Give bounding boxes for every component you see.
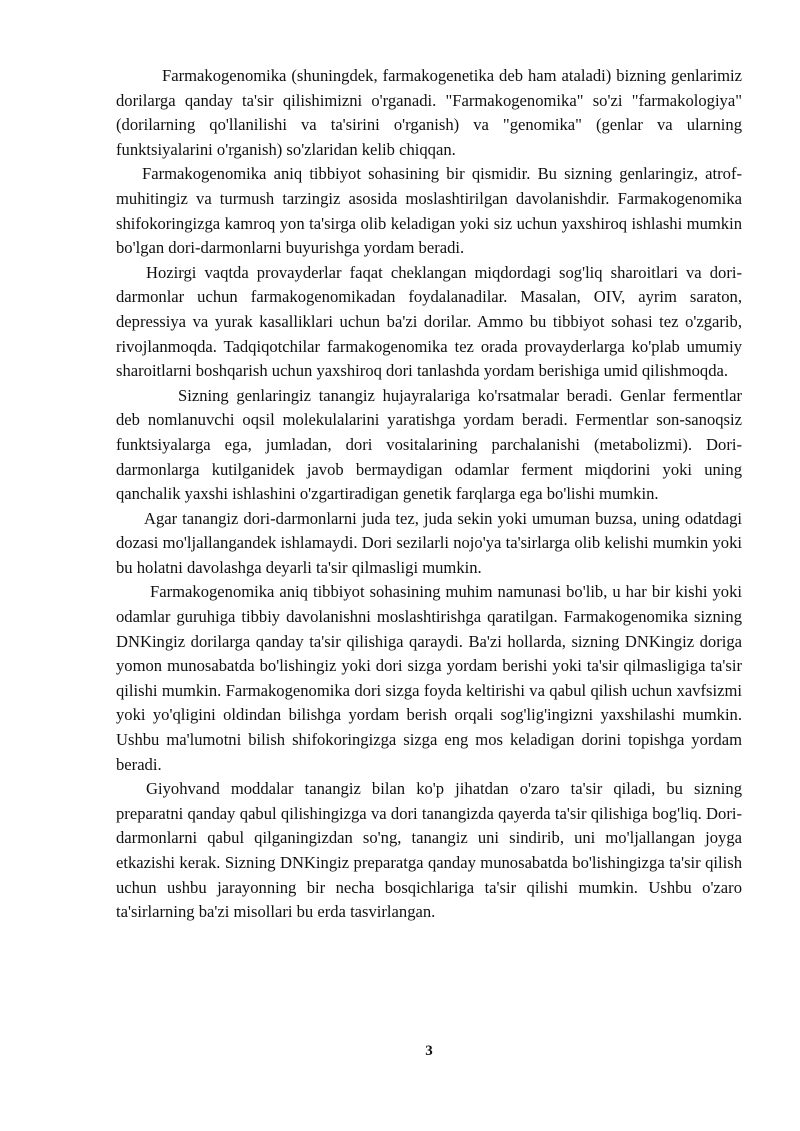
paragraph-current-use: Hozirgi vaqtda provayderlar faqat cheklangan miqdordagi sog'liq sharoitlari va dori-darmonlar uchun farmakogenomikadan foydalanadilar. Masalan, OIV, ayrim saraton, depressiya va yurak kasalliklari uchun ba'zi dorilar. Ammo bu tibbiyot sohasi tez o'zgarib, rivojlanmoqda. Tadqiqotchilar farmakogenomika tez orada provayderlarga ko'plab umumiy sharoitlarni boshqarish uchun yaxshiroq dori tanlashda yordam berishiga umid qilishmoqda. bbox=[116, 262, 742, 381]
paragraph-intro: Farmakogenomika (shuningdek, farmakogenetika deb ham ataladi) bizning genlarimiz dorilarga qanday ta'sir qilishimizni o'rganadi. "Farmakogenomika" so'zi "farmakologiya" (dorilarning qo'llanilishi va ta'sirini o'rganish) va "genomika" (genlar va ularning funktsiyalarini o'rganish) so'zlaridan kelib chiqqan. bbox=[116, 66, 742, 159]
paragraph-drug-interactions: Giyohvand moddalar tanangiz bilan ko'p jihatdan o'zaro ta'sir qiladi, bu sizning preparatni qanday qabul qilishingizga va dori tanangizda qayerda ta'sir qilishiga bog'liq. Dori-darmonlarni qabul qilganingizdan so'ng, tanangiz uni sindirib, uni mo'ljallangan joyga etkazishi kerak. Sizning DNKingiz preparatga qanday munosabatda bo'lishingizga ta'sir qilish uchun ushbu jarayonning bir necha bosqichlariga ta'sir qilishi mumkin. Ushbu o'zaro ta'sirlarning ba'zi misollari bu erda tasvirlangan. bbox=[116, 779, 742, 922]
paragraph-metabolism-speed: Agar tanangiz dori-darmonlarni juda tez, juda sekin yoki umuman buzsa, uning odatdagi dozasi mo'ljallangandek ishlamaydi. Dori sezilarli nojo'ya ta'sirlarga olib kelishi mumkin yoki bu holatni davolashga deyarli ta'sir qilmasligi mumkin. bbox=[116, 508, 742, 577]
paragraph-dna-response: Farmakogenomika aniq tibbiyot sohasining muhim namunasi bo'lib, u har bir kishi yoki odamlar guruhiga tibbiy davolanishni moslashtirishga qaratilgan. Farmakogenomika sizning DNKingiz dorilarga qanday ta'sir qilishiga qaraydi. Ba'zi hollarda, sizning DNKingiz doriga yomon munosabatda bo'lishingiz yoki dori sizga yordam berishi yoki ta'sir qilmasligiga ta'sir qilishi mumkin. Farmakogenomika dori sizga foyda keltirishi va qabul qilish uchun xavfsizmi yoki yo'qligini oldindan bilishga yordam berish orqali sog'lig'ingizni yaxshilashi mumkin. Ushbu ma'lumotni bilish shifokoringizga sizga eng mos keladigan dorini topishga yordam beradi. bbox=[116, 582, 742, 774]
document-body bbox=[116, 64, 742, 925]
paragraph-precision-medicine: Farmakogenomika aniq tibbiyot sohasining bir qismidir. Bu sizning genlaringiz, atrof-muhitingiz va turmush tarzingiz asosida moslashtirilgan davolanishdir. Farmakogenomika shifokoringizga kamroq yon ta'sirga olib keladigan yoki siz uchun yaxshiroq ishlashi mumkin bo'lgan dori-darmonlarni buyurishga yordam beradi. bbox=[116, 164, 742, 258]
page-number: 3 bbox=[425, 1043, 433, 1059]
paragraph-genes-enzymes: Sizning genlaringiz tanangiz hujayralariga ko'rsatmalar beradi. Genlar fermentlar deb nomlanuvchi oqsil molekulalarini yaratishga yordam beradi. Fermentlar son-sanoqsiz funktsiyalarga ega, jumladan, dori vositalarining parchalanishi (metabolizmi). Dori-darmonlarga kutilganidek javob bermaydigan odamlar ferment miqdorini yoki uning qanchalik yaxshi ishlashini o'zgartiradigan genetik farqlarga ega bo'lishi mumkin. bbox=[116, 385, 742, 504]
